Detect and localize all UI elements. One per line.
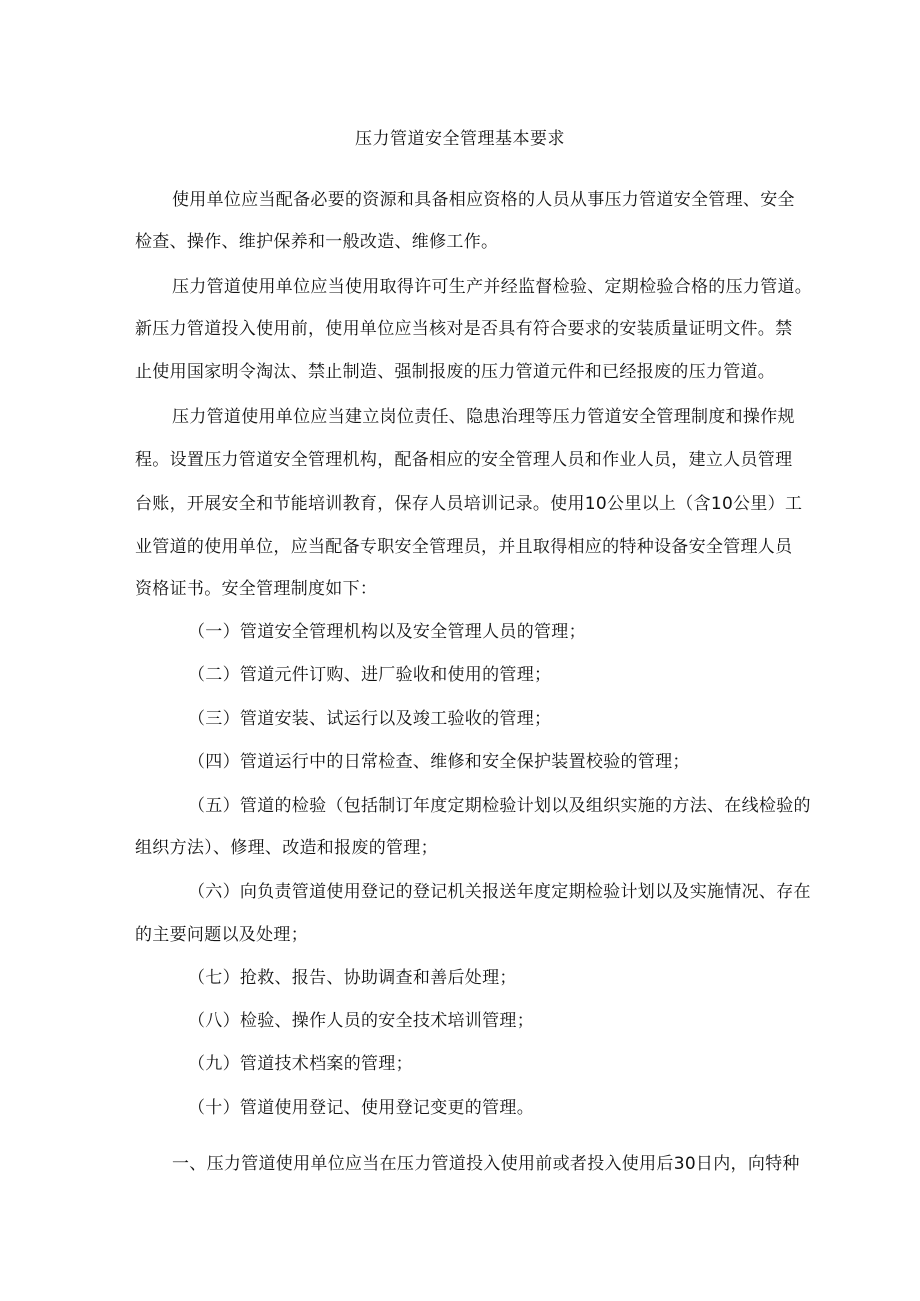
- paragraph-2-line-1: 压力管道使用单位应当使用取得许可生产并经监督检验、定期检验合格的压力管道。: [172, 277, 813, 297]
- paragraph-3-line-5: 资格证书。安全管理制度如下：: [135, 579, 378, 599]
- section-1-line-1: 一、压力管道使用单位应当在压力管道投入使用前或者投入使用后30日内，向特种: [172, 1154, 800, 1174]
- list-item-8: （八）检验、操作人员的安全技术培训管理；: [188, 1011, 534, 1031]
- list-item-3: （三）管道安装、试运行以及竣工验收的管理；: [188, 709, 552, 729]
- document-title: 压力管道安全管理基本要求: [355, 129, 565, 149]
- list-item-9: （九）管道技术档案的管理；: [188, 1054, 413, 1074]
- paragraph-3-line-3: 台账，开展安全和节能培训教育，保存人员培训记录。使用10公里以上（含10公里）工: [135, 494, 803, 514]
- list-item-7: （七）抢救、报告、协助调查和善后处理；: [188, 968, 517, 988]
- paragraph-3-line-4: 业管道的使用单位，应当配备专职安全管理员，并且取得相应的特种设备安全管理人员: [135, 537, 793, 557]
- list-item-2: （二）管道元件订购、进厂验收和使用的管理；: [188, 665, 552, 685]
- paragraph-3-line-2: 程。设置压力管道安全管理机构，配备相应的安全管理人员和作业人员，建立人员管理: [135, 450, 793, 470]
- paragraph-1-line-1: 使用单位应当配备必要的资源和具备相应资格的人员从事压力管道安全管理、安全: [172, 190, 795, 210]
- paragraph-3-line-1: 压力管道使用单位应当建立岗位责任、隐患治理等压力管道安全管理制度和操作规: [172, 407, 795, 427]
- paragraph-1-line-2: 检查、操作、维护保养和一般改造、维修工作。: [135, 232, 499, 252]
- list-item-5-line-2: 组织方法）、修理、改造和报废的管理；: [135, 838, 438, 858]
- paragraph-2-line-2: 新压力管道投入使用前，使用单位应当核对是否具有符合要求的安装质量证明文件。禁: [135, 319, 793, 339]
- list-item-10: （十）管道使用登记、使用登记变更的管理。: [188, 1098, 534, 1118]
- list-item-6-line-1: （六）向负责管道使用登记的登记机关报送年度定期检验计划以及实施情况、存在: [188, 882, 811, 902]
- list-item-5-line-1: （五）管道的检验（包括制订年度定期检验计划以及组织实施的方法、在线检验的: [188, 796, 811, 816]
- list-item-6-line-2: 的主要问题以及处理；: [135, 925, 308, 945]
- list-item-1: （一）管道安全管理机构以及安全管理人员的管理；: [188, 622, 586, 642]
- list-item-4: （四）管道运行中的日常检查、维修和安全保护装置校验的管理；: [188, 752, 690, 772]
- paragraph-2-line-3: 止使用国家明令淘汰、禁止制造、强制报废的压力管道元件和已经报废的压力管道。: [135, 362, 776, 382]
